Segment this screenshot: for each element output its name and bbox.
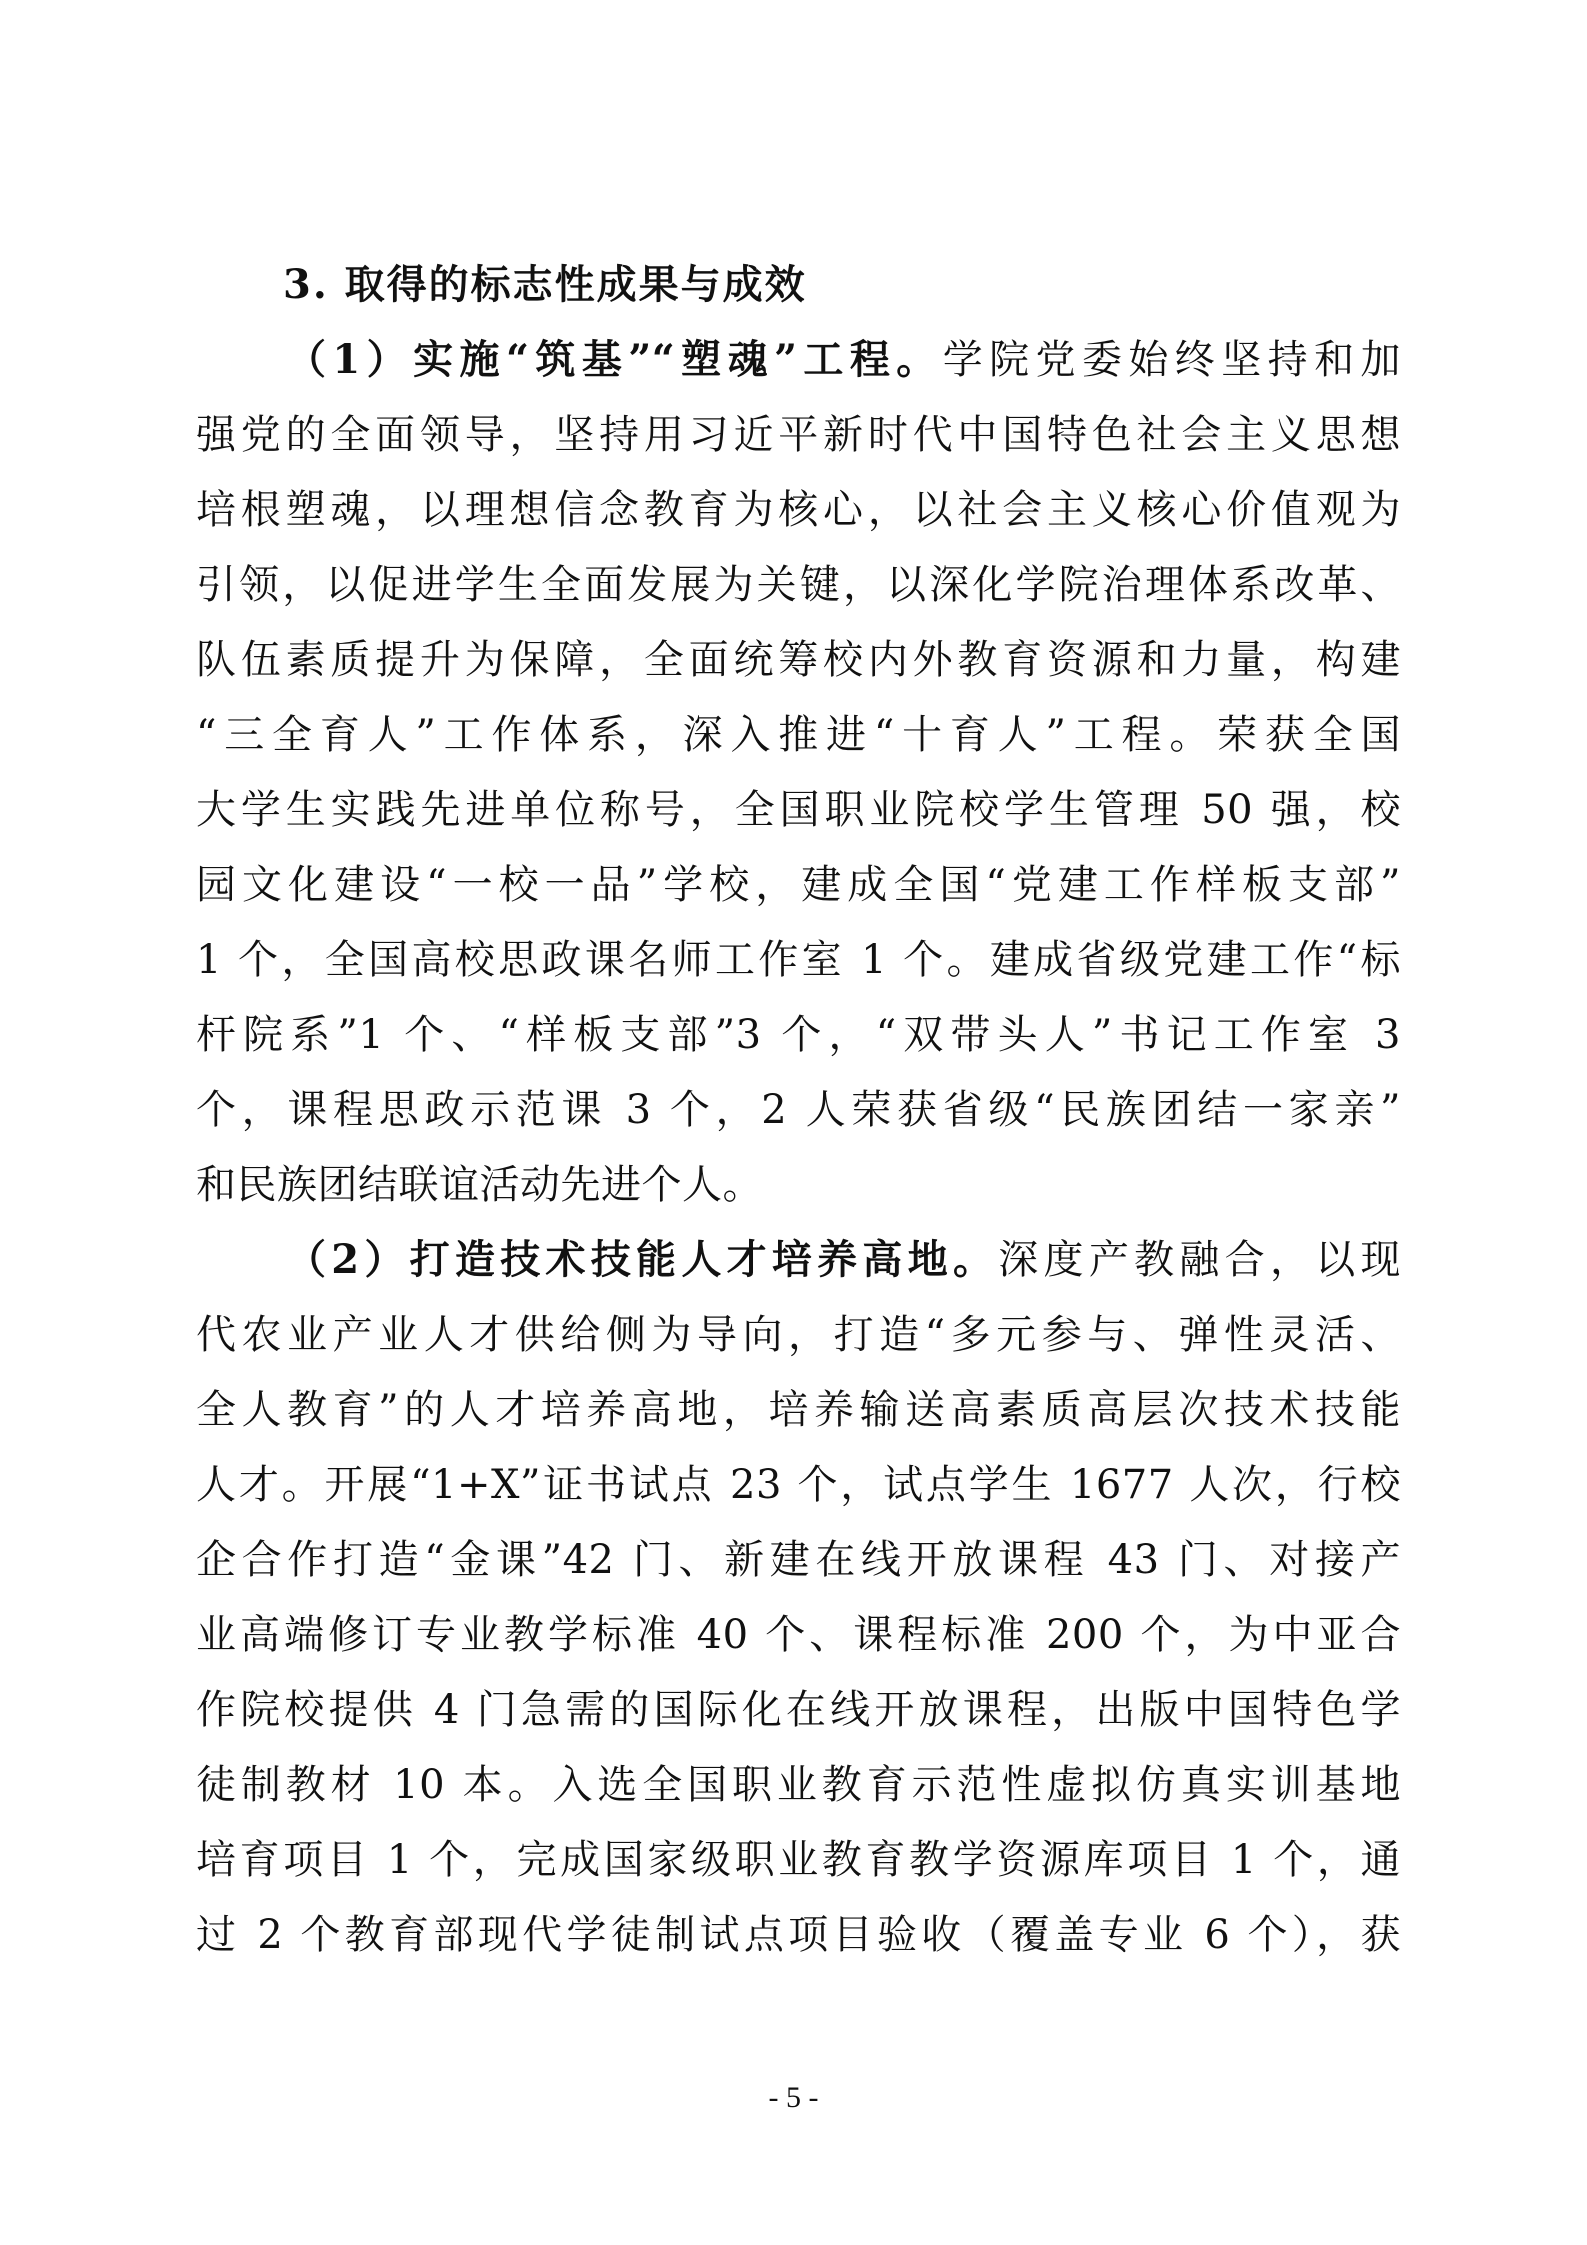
paragraph-2-text: 深度产教融合，以现 xyxy=(998,1237,1401,1283)
paragraph-1-line-7: 大学生实践先进单位称号，全国职业院校学生管理 50 强，校 xyxy=(196,787,1401,833)
page-number: - 5 - xyxy=(768,2081,819,2114)
paragraph-1-line-4: 引领，以促进学生全面发展为关键，以深化学院治理体系改革、 xyxy=(196,562,1401,608)
paragraph-2-line-1 xyxy=(286,1230,1401,1290)
paragraph-1-line-8: 园文化建设“一校一品”学校，建成全国“党建工作样板支部” xyxy=(196,862,1401,908)
paragraph-2-line-3: 全人教育”的人才培养高地，培养输送高素质高层次技术技能 xyxy=(196,1387,1401,1433)
paragraph-1-text: 学院党委始终坚持和加 xyxy=(942,337,1401,383)
paragraph-1-line-9: 1 个，全国高校思政课名师工作室 1 个。建成省级党建工作“标 xyxy=(196,937,1401,983)
paragraph-1-line-11: 个，课程思政示范课 3 个，2 人荣获省级“民族团结一家亲” xyxy=(196,1087,1401,1133)
paragraph-1-line-5: 队伍素质提升为保障，全面统筹校内外教育资源和力量，构建 xyxy=(196,637,1401,683)
paragraph-1-line-2: 强党的全面领导，坚持用习近平新时代中国特色社会主义思想 xyxy=(196,412,1401,458)
paragraph-1-lead: （1）实施“筑基”“塑魂”工程。 xyxy=(286,336,943,383)
paragraph-1-line-12: 和民族团结联谊活动先进个人。 xyxy=(196,1162,763,1208)
paragraph-2-line-9: 培育项目 1 个，完成国家级职业教育教学资源库项目 1 个，通 xyxy=(196,1837,1401,1883)
paragraph-1-line-10: 杆院系”1 个、“样板支部”3 个，“双带头人”书记工作室 3 xyxy=(196,1012,1401,1058)
paragraph-2-line-4: 人才。开展“1+X”证书试点 23 个，试点学生 1677 人次，行校 xyxy=(196,1462,1401,1508)
paragraph-2-line-5: 企合作打造“金课”42 门、新建在线开放课程 43 门、对接产 xyxy=(196,1537,1401,1583)
paragraph-2-line-2: 代农业产业人才供给侧为导向，打造“多元参与、弹性灵活、 xyxy=(196,1312,1401,1358)
paragraph-1-line-1 xyxy=(286,330,1401,390)
section-heading: 3. 取得的标志性成果与成效 xyxy=(283,261,807,308)
paragraph-2-line-8: 徒制教材 10 本。入选全国职业教育示范性虚拟仿真实训基地 xyxy=(196,1762,1401,1808)
paragraph-1-line-3: 培根塑魂，以理想信念教育为核心，以社会主义核心价值观为 xyxy=(196,487,1401,533)
paragraph-2-line-6: 业高端修订专业教学标准 40 个、课程标准 200 个，为中亚合 xyxy=(196,1612,1401,1658)
paragraph-2-lead: （2）打造技术技能人才培养高地。 xyxy=(286,1236,999,1283)
paragraph-2-line-10: 过 2 个教育部现代学徒制试点项目验收（覆盖专业 6 个），获 xyxy=(196,1912,1401,1958)
paragraph-2-line-7: 作院校提供 4 门急需的国际化在线开放课程，出版中国特色学 xyxy=(196,1687,1401,1733)
paragraph-1-line-6: “三全育人”工作体系，深入推进“十育人”工程。荣获全国 xyxy=(196,712,1401,758)
